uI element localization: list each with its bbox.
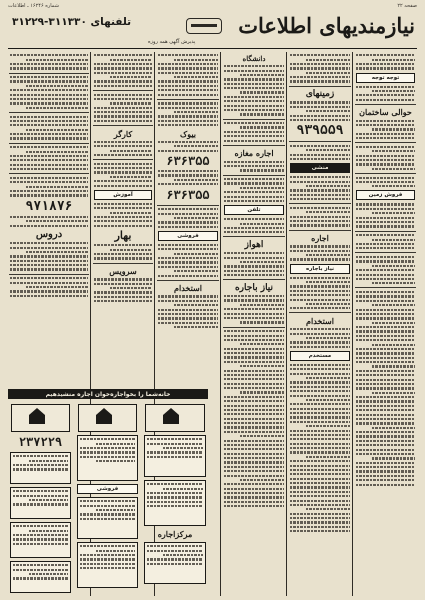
house-logo-ad	[11, 404, 70, 432]
house-logo-ad	[78, 404, 137, 432]
ad-headline: بیوک	[180, 128, 196, 139]
rental-banner: خانه‌شما را بخواجاره‌خوان اجاره منشید‌هیم	[8, 390, 208, 399]
date-line: شماره ۱۶۲۴۶ ـ اطلاعات	[8, 3, 59, 9]
boxed-ad	[10, 561, 71, 593]
column-3	[222, 52, 286, 596]
ad-phone-number: ۲۳۷۲۲۹	[18, 435, 63, 449]
column-1	[354, 52, 417, 596]
boxed-ads-col-1	[8, 401, 73, 596]
top-meta	[8, 3, 417, 11]
boxed-ad	[144, 480, 206, 526]
ad-phone-number: ۹۷۱۸۷۶	[25, 198, 73, 214]
category-heading: تلفن	[224, 205, 284, 215]
ad-phone-number: ۶۳۶۳۵۵	[166, 153, 210, 168]
ad-columns	[8, 52, 417, 596]
ad-headline: مرکزاجاره	[157, 529, 193, 539]
ornament-logo	[186, 18, 222, 34]
masthead-title: نیازمندیهای اطلاعات	[238, 13, 415, 38]
ad-headline: اهواز	[244, 240, 264, 251]
ad-headline: استخدام	[306, 316, 334, 327]
ad-headline: بهار	[114, 229, 132, 243]
boxed-ads-col-2	[75, 401, 140, 596]
column-rule	[220, 52, 221, 596]
ad-headline: دانشگاه	[242, 54, 266, 63]
boxed-ads-region	[8, 389, 208, 596]
ad-headline: نیاز باجاره	[234, 282, 274, 293]
ad-headline: دروس	[35, 229, 63, 240]
boxed-ad	[10, 522, 71, 558]
column-rule	[286, 52, 287, 596]
category-heading: نیاز باجاره	[290, 264, 350, 274]
boxed-ad	[10, 487, 71, 519]
category-heading: فروش زمین	[356, 190, 415, 200]
ad-headline: سرویس	[109, 266, 137, 277]
boxed-ad	[144, 542, 206, 584]
category-heading: توجه توجه	[356, 73, 415, 83]
category-heading: منشی	[290, 163, 350, 173]
category-heading: فروشی	[77, 484, 138, 494]
category-heading: آموزش	[94, 190, 152, 200]
category-heading: مستخدم	[290, 351, 350, 361]
phone-numbers: تلفنهای ۳۱۱۳۳۰-۳۱۲۲۹	[12, 16, 132, 28]
ad-headline: کارگر	[113, 128, 133, 139]
header-subline: پذیرش آگهی همه روزه	[148, 39, 196, 45]
boxed-ad	[77, 435, 138, 481]
house-logo-ad	[145, 404, 205, 432]
header	[8, 12, 417, 49]
ad-headline: اجاره مغازه	[234, 148, 274, 159]
boxed-ads-col-3	[142, 401, 208, 596]
page-number: صفحه ۲۲	[397, 3, 417, 9]
column-rule	[352, 52, 353, 596]
boxed-ad	[77, 497, 138, 539]
boxed-ad	[144, 435, 206, 477]
category-heading: فروشی	[158, 231, 218, 241]
boxed-ad	[77, 542, 138, 588]
boxed-ad	[10, 452, 71, 484]
ad-headline: استخدام	[174, 283, 202, 294]
column-2	[288, 52, 352, 596]
ad-phone-number: ۶۳۶۳۵۵	[166, 187, 210, 202]
ad-phone-number: ۹۳۹۵۵۹	[296, 123, 344, 139]
ad-headline: حوالی ساختمان	[359, 107, 412, 118]
ad-headline: اجاره	[311, 233, 329, 244]
ad-headline: زمینهای	[305, 89, 335, 100]
